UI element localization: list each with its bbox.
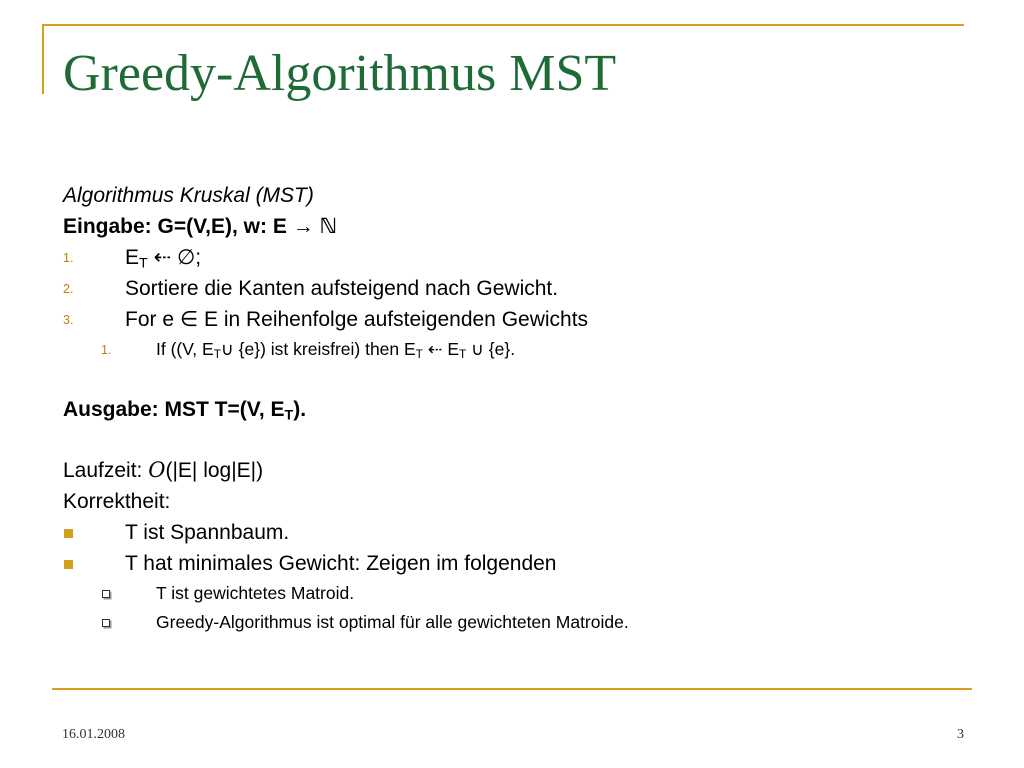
spacer [63,425,963,455]
frame-top-line [42,24,964,26]
step-number: 3. [63,313,74,327]
hollow-square-bullet-icon [102,590,110,598]
hollow-square-bullet-icon [102,619,110,627]
step-3 [63,304,963,335]
bullet-item [63,548,963,579]
slide-content [63,180,963,637]
frame-left-line [42,24,44,94]
step-number: 2. [63,282,74,296]
subbullet-item [63,579,963,608]
step-text: Sortiere die Kanten aufsteigend nach Gewicht. [125,277,559,300]
bullet-text: T ist Spannbaum. [125,521,290,544]
subbullet-item [63,608,963,637]
algorithm-heading: Algorithmus Kruskal (MST) [63,184,314,207]
footer-date: 16.01.2008 [62,727,125,742]
step-2 [63,273,963,304]
substep-number: 1. [101,343,112,357]
step-1 [63,242,963,273]
subbullet-text: Greedy-Algorithmus ist optimal für alle gewichteten Matroide. [156,612,629,632]
page-number: 3 [957,727,964,742]
square-bullet-icon [64,529,73,538]
bullet-text: T hat minimales Gewicht: Zeigen im folgenden [125,552,557,575]
input-line: Eingabe: G=(V,E), w: E → ℕ [63,215,338,238]
footer-rule [52,688,972,690]
step-text: For e ∈ E in Reihenfolge aufsteigenden Gewichts [125,308,589,331]
subbullet-text: T ist gewichtetes Matroid. [156,583,355,603]
output-line: Ausgabe: MST T=(V, $E_T$). [63,398,307,424]
runtime-line: Laufzeit: O(|E| log|E|) [63,458,264,482]
step-number: 1. [63,251,74,265]
step-text: $E_T$ ⇠ ∅; [125,246,202,272]
correctness-label: Korrektheit: [63,490,171,513]
slide-title: Greedy-Algorithmus MST [63,45,617,102]
spacer [63,364,963,394]
substep-1 [63,335,963,364]
substep-text: If ((V, $E_T\cup$ {e}) ist kreisfrei) then $E_T$ ⇠ $E_T$ ∪ {e}. [156,339,516,361]
bullet-item [63,517,963,548]
big-o-symbol: O [148,458,166,482]
square-bullet-icon [64,560,73,569]
